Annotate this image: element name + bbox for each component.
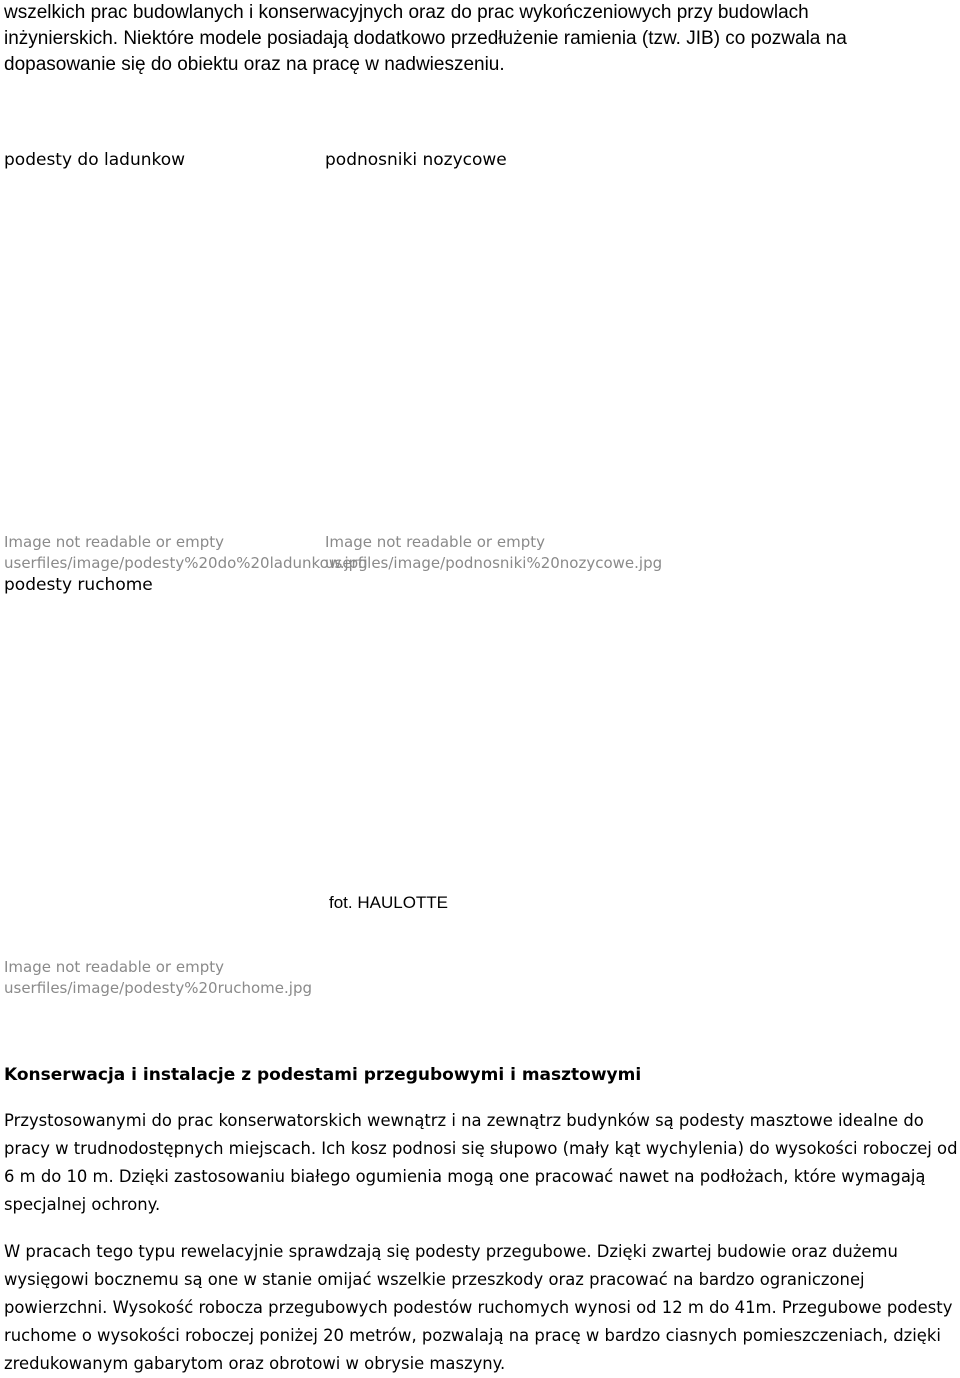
section-paragraph-1: Przystosowanymi do prac konserwatorskich wewnątrz i na zewnątrz budynków są podesty masztowe idealne do pracy w trudnodostępnych miejscach. Ich kosz podnosi się słupowo (mały kąt wychylenia) do wysokości roboczej od 6 m do 10 m. Dzięki zastosowaniu białego ogumienia mogą one pracować nawet na podłożach, które wymagają specjalnej ochrony.	[4, 1111, 958, 1214]
intro-paragraph	[4, 0, 954, 78]
intro-line-2: inżynierskich. Niektóre modele posiadają dodatkowo przedłużenie ramienia (tzw. JIB) co pozwala na	[4, 28, 847, 49]
intro-line-3: dopasowanie się do obiektu oraz na pracę w nadwieszeniu.	[4, 54, 505, 75]
placeholder-message: Image not readable or empty	[4, 958, 224, 976]
image-placeholder-podnosniki-nozycowe	[325, 532, 662, 574]
section-heading: Konserwacja i instalacje z podestami przegubowymi i masztowymi	[4, 1065, 642, 1085]
placeholder-path: userfiles/image/podnosniki%20nozycowe.jpg	[325, 554, 663, 572]
placeholder-path: userfiles/image/podesty%20do%20ladunkow.jpg	[4, 554, 368, 572]
section-paragraph-2: W pracach tego typu rewelacyjnie sprawdzają się podesty przegubowe. Dzięki zwartej budowie oraz dużemu wysięgowi bocznemu są one w stanie omijać wszelkie przeszkody oraz pracować na bardzo ograniczonej powierzchni. Wysokość robocza przegubowych podestów ruchomych wynosi od 12 m do 41m. Przegubowe podesty ruchome o wysokości roboczej poniżej 20 metrów, pozwalają na pracę w bardzo ciasnych pomieszczeniach, dzięki zredukowanym gabarytom oraz obrotowi w obrysie maszyny.	[4, 1242, 953, 1373]
caption-podnosniki-nozycowe: podnosniki nozycowe	[325, 150, 507, 170]
placeholder-message: Image not readable or empty	[325, 533, 545, 551]
photo-credit: fot. HAULOTTE	[329, 893, 449, 912]
image-placeholder-podesty-ruchome	[4, 957, 312, 999]
placeholder-path: userfiles/image/podesty%20ruchome.jpg	[4, 979, 312, 997]
intro-line-1: wszelkich prac budowlanych i konserwacyjnych oraz do prac wykończeniowych przy budowlach	[4, 2, 809, 23]
placeholder-message: Image not readable or empty	[4, 533, 224, 551]
caption-podesty-do-ladunkow: podesty do ladunkow	[4, 150, 186, 170]
image-placeholder-podesty-do-ladunkow	[4, 532, 368, 574]
caption-podesty-ruchome: podesty ruchome	[4, 575, 153, 595]
